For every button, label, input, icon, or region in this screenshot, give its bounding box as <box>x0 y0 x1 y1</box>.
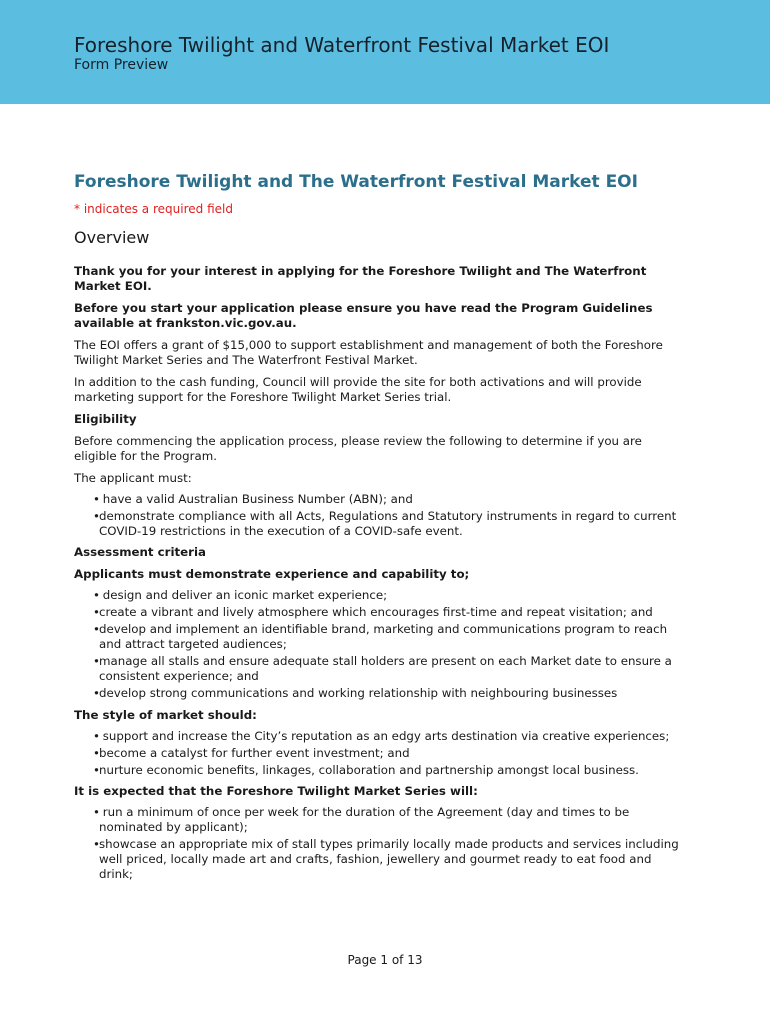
list-item: • nurture economic benefits, linkages, collaboration and partnership amongst local business. <box>93 763 639 777</box>
list-item: • develop and implement an identifiable brand, marketing and communications program to reach and attract targeted audiences; <box>93 622 668 651</box>
list-item: • demonstrate compliance with all Acts, Regulations and Statutory instruments in regard to current COVID-19 restrictions in the execution of a COVID-safe event. <box>93 509 677 538</box>
guidelines-text: Before you start your application please ensure you have read the Program Guidelines available at frankston.vic.gov.au. <box>74 301 653 330</box>
list-item: • run a minimum of once per week for the duration of the Agreement (day and times to be nominated by applicant); <box>93 805 630 834</box>
funding-paragraph: In addition to the cash funding, Council will provide the site for both activations and will provide marketing support for the Foreshore Twilight Market Series trial. <box>74 375 642 404</box>
list-item: • have a valid Australian Business Number (ABN); and <box>93 492 413 506</box>
page-subtitle: Form Preview <box>74 57 169 73</box>
grant-paragraph: The EOI offers a grant of $15,000 to support establishment and management of both the Foreshore Twilight Market Series and The Waterfront Festival Market. <box>74 338 663 367</box>
expectations-heading: It is expected that the Foreshore Twilight Market Series will: <box>74 784 478 798</box>
list-item: • design and deliver an iconic market experience; <box>93 588 388 602</box>
eligibility-heading: Eligibility <box>74 412 137 426</box>
assessment-subheading: Applicants must demonstrate experience and capability to; <box>74 567 470 581</box>
expectations-list <box>74 805 684 882</box>
required-field-note: * indicates a required field <box>74 202 233 216</box>
overview-heading: Overview <box>74 228 150 247</box>
form-title: Foreshore Twilight and The Waterfront Festival Market EOI <box>74 172 638 192</box>
list-item: • develop strong communications and working relationship with neighbouring businesses <box>93 686 618 700</box>
form-content <box>74 170 684 884</box>
header-banner <box>0 0 770 104</box>
market-style-list <box>74 729 684 778</box>
applicant-must-text: The applicant must: <box>74 471 192 485</box>
applicant-requirements-list <box>74 492 684 539</box>
page-title: Foreshore Twilight and Waterfront Festival Market EOI <box>74 33 610 57</box>
page-number: Page 1 of 13 <box>347 953 423 967</box>
assessment-heading: Assessment criteria <box>74 545 206 559</box>
list-item: • support and increase the City’s reputation as an edgy arts destination via creative experiences; <box>93 729 670 743</box>
style-heading: The style of market should: <box>74 708 257 722</box>
list-item: • become a catalyst for further event investment; and <box>93 746 410 760</box>
list-item: • manage all stalls and ensure adequate stall holders are present on each Market date to ensure a consistent experience; and <box>93 654 672 683</box>
list-item: • showcase an appropriate mix of stall types primarily locally made products and services including well priced, locally made art and crafts, fashion, jewellery and gourmet ready to eat food and drink; <box>93 837 679 881</box>
intro-text: Thank you for your interest in applying for the Foreshore Twilight and The Waterfront Market EOI. <box>74 264 647 293</box>
list-item: • create a vibrant and lively atmosphere which encourages first-time and repeat visitation; and <box>93 605 653 619</box>
assessment-criteria-list <box>74 588 684 701</box>
eligibility-paragraph: Before commencing the application process, please review the following to determine if you are eligible for the Program. <box>74 434 642 463</box>
